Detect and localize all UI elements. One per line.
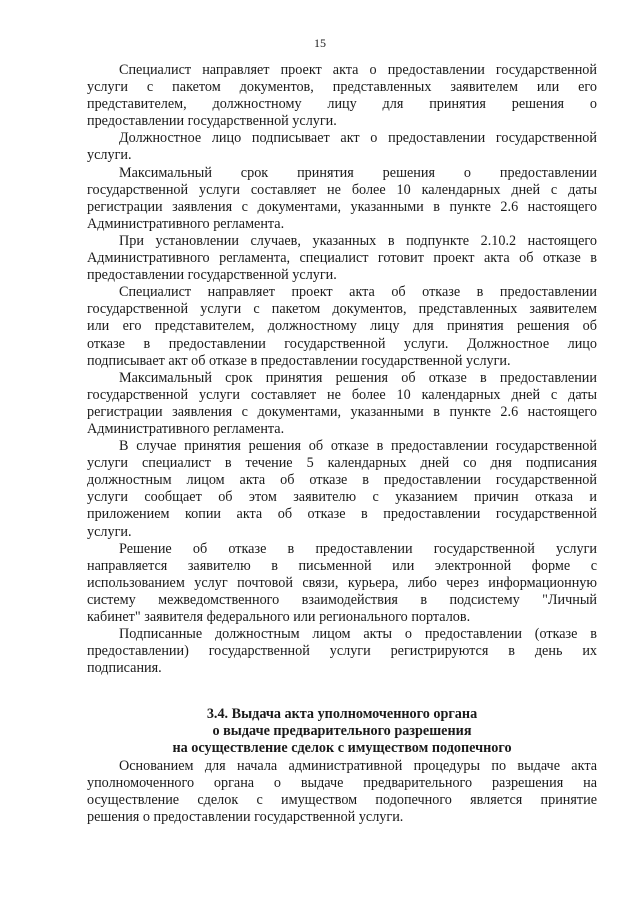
page-number: 15 [314,36,326,50]
body-paragraph [87,626,597,677]
body-paragraph [87,130,597,164]
body-line: предоставлении государственной услуги. [87,267,337,284]
body-line: подписания. [87,660,162,677]
body-paragraph [87,438,597,541]
body-paragraph [87,62,597,130]
final-paragraph [87,758,597,826]
body-line: предоставлении государственной услуги. [87,113,337,130]
body-line: услуги. [87,147,132,164]
body-paragraph [87,369,597,438]
body-line: услуги с пакетом документов, представленных заявителем или его [87,79,597,96]
body-paragraph [87,284,597,369]
body-line: Решение об отказе в предоставлении государственной услуги [119,540,597,557]
body-line: должностным лицом акта об отказе в предоставлении государственной [87,472,597,489]
body-line: Административного регламента. [87,215,285,232]
final-line: Основанием для начала административной процедуры по выдаче акта [119,758,597,774]
body-line: или его представителем, должностному лицу для принятия решения об [87,318,597,335]
body-line: услуги. [87,523,132,540]
body-line: государственной услуги с пакетом документов, представленных заявителем [87,301,597,318]
body-line: Должностное лицо подписывает акт о предоставлении государственной [119,130,597,147]
heading-line: о выдаче предварительного разрешения [212,723,472,740]
body-line: кабинет" заявителя федерального или регионального порталов. [87,609,471,625]
body-line: Административного регламента, специалист готовит проект акта об отказе в [87,250,597,267]
body-line: услуги сообщает об этом заявителю с указанием причин отказа и [87,489,597,506]
body-line: Максимальный срок принятия решения об отказе в предоставлении [119,369,597,386]
body-line: регистрации заявления с документами, указанными в пункте 2.6 настоящего [87,403,597,420]
body-line: При установлении случаев, указанных в подпункте 2.10.2 настоящего [119,232,597,249]
final-line: осуществление сделок с имуществом подопечного является принятие [87,792,597,809]
body-line: представителем, должностному лицу для принятия решения о [87,96,597,113]
section-body [87,758,597,826]
body-line: Максимальный срок принятия решения о предоставлении [119,164,597,181]
body-line: направляется заявителю в письменной или электронной форме с [87,557,597,574]
section-heading [87,706,597,757]
final-line: решения о предоставлении государственной услуги. [87,809,404,826]
body-line: Специалист направляет проект акта о предоставлении государственной [119,62,597,78]
body-paragraph [87,540,597,626]
document-body [87,62,597,677]
heading-line: на осуществление сделок с имуществом подопечного [172,740,512,757]
body-line: приложением копии акта об отказе в предоставлении государственной [87,506,597,523]
body-line: В случае принятия решения об отказе в предоставлении государственной [119,438,597,455]
body-line: государственной услуги составляет не более 10 календарных дней с даты [87,386,597,403]
body-paragraph [87,164,597,233]
final-line: уполномоченного органа о выдаче предварительного разрешения на [87,775,597,792]
body-line: подписывает акт об отказе в предоставлении государственной услуги. [87,352,511,369]
body-line: Подписанные должностным лицом акты о предоставлении (отказе в [119,626,597,643]
body-line: Специалист направляет проект акта об отказе в предоставлении [119,284,597,301]
body-line: государственной услуги составляет не более 10 календарных дней с даты [87,181,597,198]
body-line: услуги специалист в течение 5 календарных дней со дня подписания [87,455,597,472]
body-line: Административного регламента. [87,420,285,437]
body-line: регистрации заявления с документами, указанными в пункте 2.6 настоящего [87,198,597,215]
heading-line: 3.4. Выдача акта уполномоченного органа [206,706,478,722]
body-line: отказе в предоставлении государственной услуги. Должностное лицо [87,335,597,352]
body-line: использованием услуг почтовой связи, курьера, либо через информационную [87,574,597,591]
body-line: предоставлении) государственной услуги регистрируются в день их [87,643,597,660]
body-paragraph [87,232,597,284]
body-line: систему межведомственного взаимодействия в подсистему "Личный [87,591,597,608]
